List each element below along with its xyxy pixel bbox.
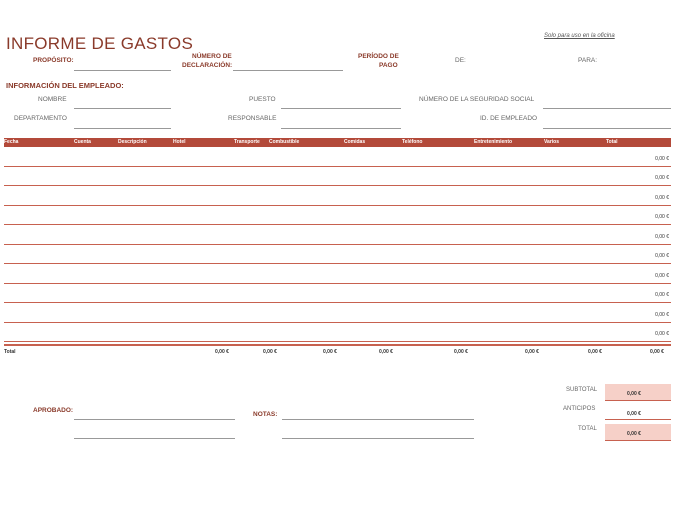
total-box [605, 424, 671, 441]
advances-value: 0,00 € [627, 411, 641, 417]
column-header-descripcion: Descripción [118, 139, 147, 145]
employee-section-title: INFORMACIÓN DEL EMPLEADO: [6, 81, 124, 90]
position-label: PUESTO [249, 96, 276, 103]
column-header-varios: Varios [544, 139, 560, 145]
notes-label: NOTAS: [253, 411, 278, 418]
row-total-cell: 0,00 € [655, 214, 669, 220]
table-row[interactable] [4, 225, 671, 245]
total-row-label: Total [4, 349, 16, 355]
employee-id-label: ID. DE EMPLEADO [480, 115, 538, 122]
row-total-cell: 0,00 € [655, 253, 669, 259]
table-header [4, 138, 671, 147]
table-row[interactable] [4, 323, 671, 343]
column-header-total: Total [606, 139, 618, 145]
total-label: TOTAL [578, 426, 597, 432]
total-value: 0,00 € [627, 431, 641, 437]
approved-label: APROBADO: [33, 407, 74, 414]
ssn-field[interactable] [543, 108, 671, 109]
subtotal-label: SUBTOTAL [566, 387, 598, 393]
approved-field-line-2[interactable] [74, 438, 235, 439]
column-header-telefono: Teléfono [402, 139, 423, 145]
total-telefono: 0,00 € [454, 349, 468, 355]
office-use-note: Solo para uso en la oficina [544, 33, 615, 39]
total-varios: 0,00 € [588, 349, 602, 355]
advances-label: ANTICIPOS [563, 406, 596, 412]
row-total-cell: 0,00 € [655, 233, 669, 240]
from-label: DE: [455, 57, 466, 64]
column-header-combustible: Combustible [269, 139, 300, 145]
employee-id-field[interactable] [543, 128, 671, 129]
statement-number-label-1: NÚMERO DE [192, 53, 232, 60]
total-total: 0,00 € [650, 349, 664, 355]
row-total-cell: 0,00 € [655, 175, 669, 181]
notes-field-line-2[interactable] [282, 438, 474, 439]
column-header-transporte: Transporte [234, 139, 260, 145]
page-title: INFORME DE GASTOS [6, 34, 194, 53]
table-row[interactable] [4, 186, 671, 206]
total-entretenimiento: 0,00 € [525, 349, 539, 355]
total-transporte: 0,00 € [263, 349, 277, 355]
column-header-hotel: Hotel [173, 139, 186, 145]
table-row[interactable] [4, 303, 671, 323]
row-total-cell: 0,00 € [655, 292, 669, 298]
name-label: NOMBRE [38, 96, 67, 103]
column-header-comidas: Comidas [344, 139, 366, 145]
row-total-cell: 0,00 € [655, 311, 669, 318]
row-total-cell: 0,00 € [655, 194, 669, 201]
department-field[interactable] [74, 128, 171, 129]
table-total-row [4, 344, 671, 356]
total-hotel: 0,00 € [215, 349, 229, 355]
table-row[interactable] [4, 284, 671, 304]
table-row[interactable] [4, 264, 671, 284]
approved-field-line-1[interactable] [74, 419, 235, 420]
column-header-fecha: Fecha [4, 139, 19, 145]
table-row[interactable] [4, 167, 671, 187]
statement-number-field[interactable] [233, 70, 343, 71]
column-header-entretenimiento: Entretenimiento [474, 139, 513, 145]
column-header-cuenta: Cuenta [74, 139, 91, 145]
advances-box[interactable] [605, 407, 671, 420]
notes-field-line-1[interactable] [282, 419, 474, 420]
total-combustible: 0,00 € [323, 349, 337, 355]
purpose-field[interactable] [74, 70, 171, 71]
table-row[interactable] [4, 147, 671, 167]
subtotal-box [605, 384, 671, 401]
total-comidas: 0,00 € [379, 349, 393, 355]
manager-label: RESPONSABLE [228, 115, 277, 122]
subtotal-value: 0,00 € [627, 391, 641, 397]
statement-number-label-2: DECLARACIÓN: [182, 62, 233, 69]
expense-table [4, 138, 671, 356]
table-row[interactable] [4, 245, 671, 265]
to-label: PARA: [578, 57, 598, 64]
department-label: DEPARTAMENTO [14, 115, 67, 122]
purpose-label: PROPÓSITO: [33, 57, 74, 64]
name-field[interactable] [74, 108, 171, 109]
pay-period-label-2: PAGO [379, 62, 398, 69]
row-total-cell: 0,00 € [655, 331, 669, 337]
table-row[interactable] [4, 206, 671, 226]
manager-field[interactable] [281, 128, 401, 129]
row-total-cell: 0,00 € [655, 272, 669, 279]
pay-period-label-1: PERÍODO DE [358, 53, 399, 60]
row-total-cell: 0,00 € [655, 155, 669, 162]
position-field[interactable] [281, 108, 401, 109]
ssn-label: NÚMERO DE LA SEGURIDAD SOCIAL [419, 96, 535, 103]
